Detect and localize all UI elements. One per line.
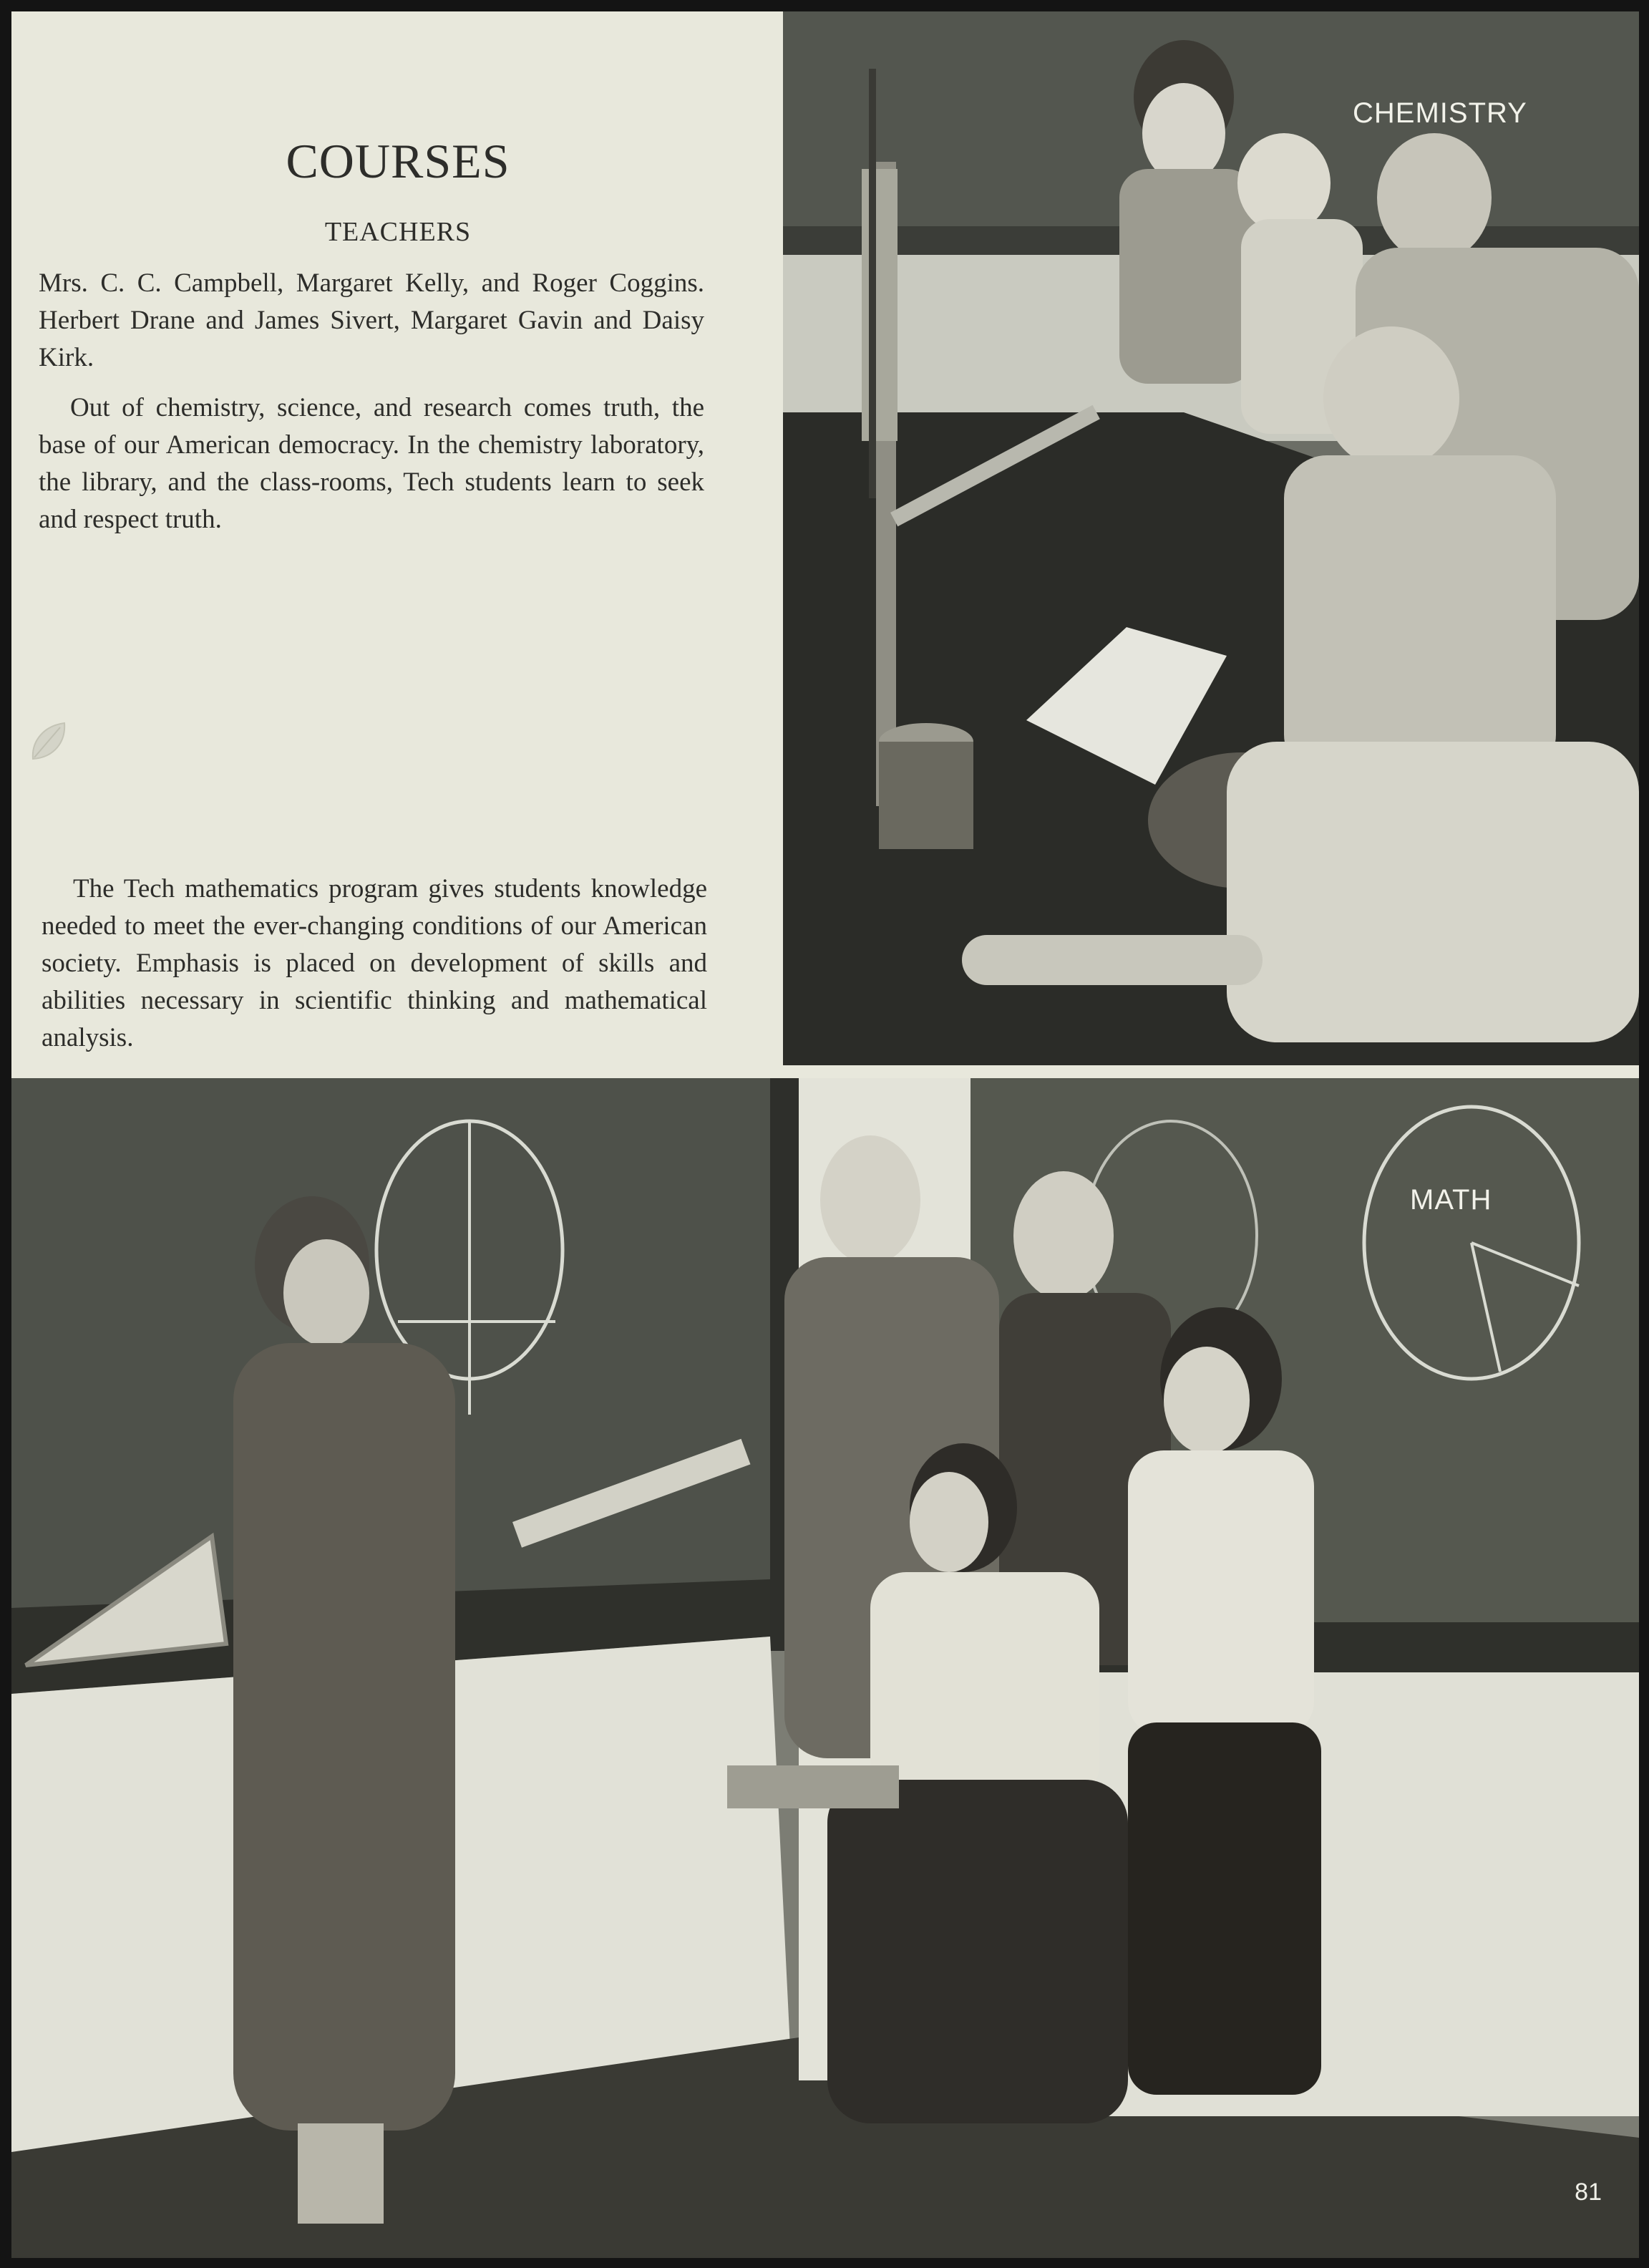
teachers-paragraph: Mrs. C. C. Campbell, Margaret Kelly, and Roger Coggins. Herbert Drane and James Sivert, Margaret Gavin and Daisy Kirk.: [39, 268, 704, 372]
chemistry-paragraph: Out of chemistry, science, and research comes truth, the base of our American democracy. In the chemistry laboratory, the library, and the class-rooms, Tech students learn to seek and respect truth.: [39, 393, 704, 534]
leaf-ornament-icon: [29, 720, 69, 763]
math-photo-scene: [11, 1078, 1639, 2258]
yearbook-page: [11, 11, 1639, 2258]
math-photo-label: MATH: [1410, 1184, 1492, 1216]
page-title: COURSES: [286, 134, 510, 188]
section-subtitle: TEACHERS: [324, 217, 472, 247]
math-photo: [11, 1078, 1639, 2258]
page-number: 81: [1575, 2179, 1602, 2206]
chemistry-photo: [783, 11, 1639, 1065]
chemistry-photo-scene: [783, 11, 1639, 1065]
chemistry-photo-label: CHEMISTRY: [1353, 97, 1527, 129]
math-paragraph: The Tech mathematics program gives students knowledge needed to meet the ever-changing conditions of our American society. Emphasis is placed on development of skills and abilities necessary in scientific thinking and mathematical analysis.: [42, 874, 707, 1052]
